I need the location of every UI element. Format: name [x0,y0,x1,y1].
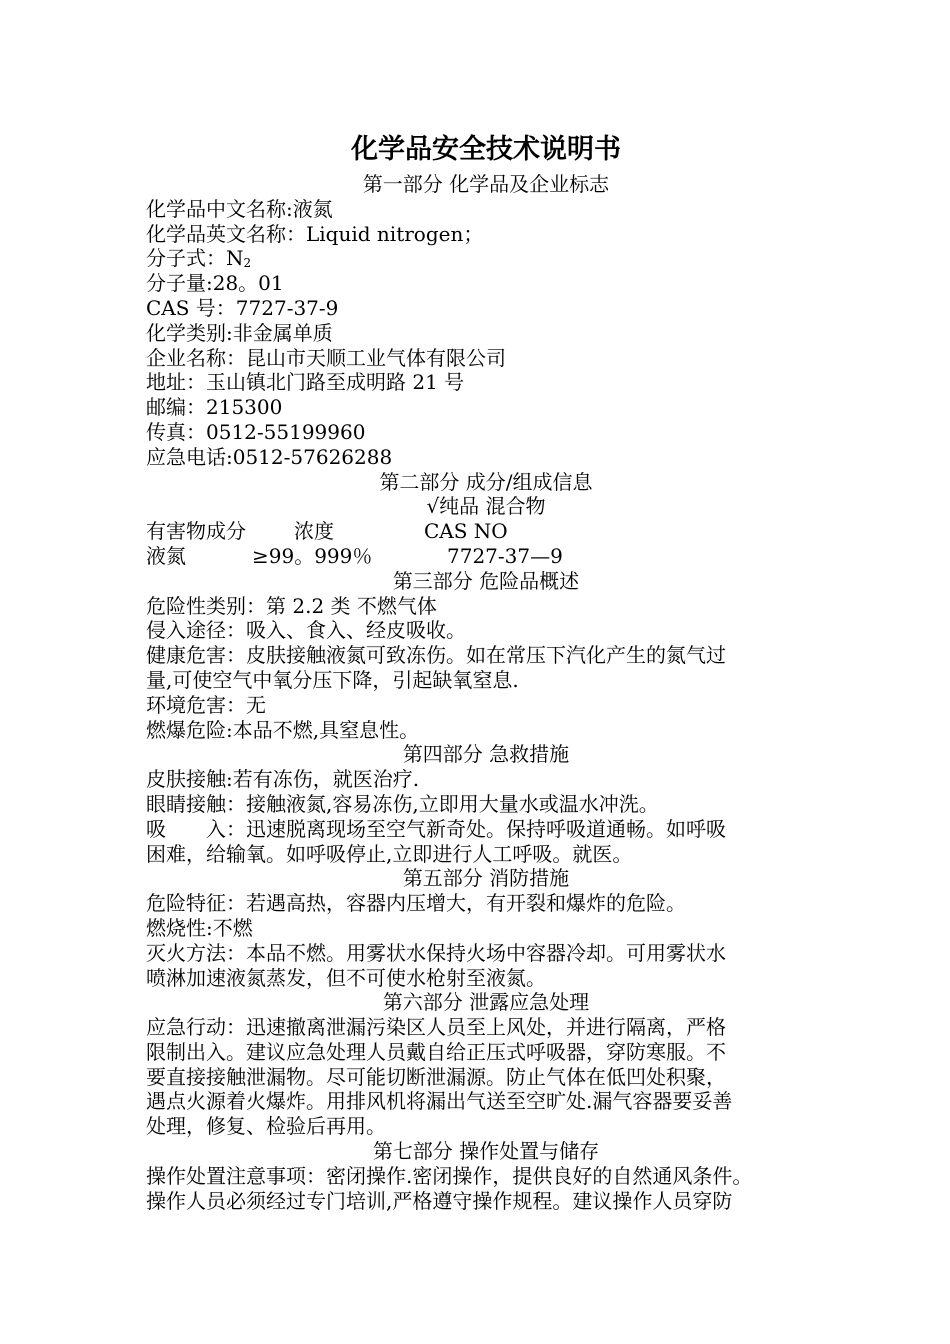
emergency-action-line-3: 要直接接触泄漏物。尽可能切断泄漏源。防止气体在低凹处积聚， [146,1064,726,1089]
flammability-line: 燃烧性:不燃 [146,915,253,940]
composition-table-row [146,544,826,569]
cell-cas: 7727-37—9 [447,543,563,568]
fire-explosion-line: 燃爆危险:本品不燃,具窒息性。 [146,717,420,742]
section-heading-part1: 第一部分 化学品及企业标志 [362,172,610,196]
molecular-weight-line: 分子量:28。01 [146,271,284,296]
formula-subscript: 2 [243,256,252,271]
hazard-feature-line: 危险特征：若遇高热，容器内压增大，有开裂和爆炸的危险。 [146,891,686,916]
eye-contact-line: 眼睛接触：接触液氮,容易冻伤,立即用大量水或温水冲洗。 [146,791,659,816]
emergency-action-line-2: 限制出入。建议应急处理人员戴自给正压式呼吸器，穿防寒服。不 [146,1039,726,1064]
section-heading-part3: 第三部分 危险品概述 [392,568,580,593]
postcode-line: 邮编：215300 [146,395,283,420]
formula-line [146,246,826,271]
section-heading-part6: 第六部分 泄露应急处理 [382,990,590,1015]
entry-route-line: 侵入途径：吸入、食入、经皮吸收。 [146,618,466,643]
inhalation-line-2: 困难，给输氧。如呼吸停止,立即进行人工呼吸。就医。 [146,841,633,866]
handling-line-1: 操作处置注意事项：密闭操作.密闭操作，提供良好的自然通风条件。 [146,1163,753,1188]
extinguish-line-1: 灭火方法：本品不燃。用雾状水保持火场中容器冷却。可用雾状水 [146,940,726,965]
address-line: 地址：玉山镇北门路至成明路 21 号 [146,370,465,395]
section-heading-part7: 第七部分 操作处置与储存 [372,1139,600,1164]
skin-contact-line: 皮肤接触:若有冻伤，就医治疗. [146,767,420,792]
purity-line: √纯品 混合物 [426,494,546,519]
header-component: 有害物成分 [146,519,246,544]
inhalation-line-1: 吸 入：迅速脱离现场至空气新奇处。保持呼吸道通畅。如呼吸 [146,816,726,841]
header-cas: CAS NO [424,519,508,544]
handling-line-2: 操作人员必须经过专门培训,严格遵守操作规程。建议操作人员穿防 [146,1188,733,1213]
fax-line: 传真：0512-55199960 [146,419,366,444]
cas-number-line: CAS 号：7727-37-9 [146,295,339,320]
health-hazard-line-1: 健康危害：皮肤接触液氮可致冻伤。如在常压下汽化产生的氮气过 [146,643,726,668]
document-title: 化学品安全技术说明书 [351,134,621,165]
chinese-name-line: 化学品中文名称:液氮 [146,196,333,221]
emergency-action-line-4: 遇点火源着火爆炸。用排风机将漏出气送至空旷处.漏气容器要妥善 [146,1089,733,1114]
section-heading-part2: 第二部分 成分/组成信息 [379,469,593,494]
section-heading-part4: 第四部分 急救措施 [402,742,570,767]
emergency-action-line-5: 处理，修复、检验后再用。 [146,1114,386,1139]
emergency-action-line-1: 应急行动：迅速撤离泄漏污染区人员至上风处，并进行隔离，严格 [146,1015,726,1040]
extinguish-line-2: 喷淋加速液氮蒸发，但不可使水枪射至液氮。 [146,965,546,990]
formula-label: 分子式： [146,246,226,271]
hazard-class-line: 危险性类别：第 2.2 类 不燃气体 [146,593,437,618]
composition-table-header [146,519,826,544]
health-hazard-line-2: 量,可使空气中氧分压下降，引起缺氧窒息. [146,667,519,692]
section-heading-part5: 第五部分 消防措施 [402,866,570,891]
document-page [146,128,826,1213]
environment-hazard-line: 环境危害：无 [146,692,266,717]
cell-component: 液氮 [146,543,186,568]
english-name-line: 化学品英文名称：Liquid nitrogen； [146,221,484,246]
formula-symbol: N [226,246,244,271]
company-name-line: 企业名称：昆山市天顺工业气体有限公司 [146,345,506,370]
cell-concentration: ≥99。999％ [252,543,373,568]
chemical-category-line: 化学类别:非金属单质 [146,320,333,345]
header-concentration: 浓度 [294,519,334,544]
emergency-phone-line: 应急电话:0512-57626288 [146,444,393,469]
